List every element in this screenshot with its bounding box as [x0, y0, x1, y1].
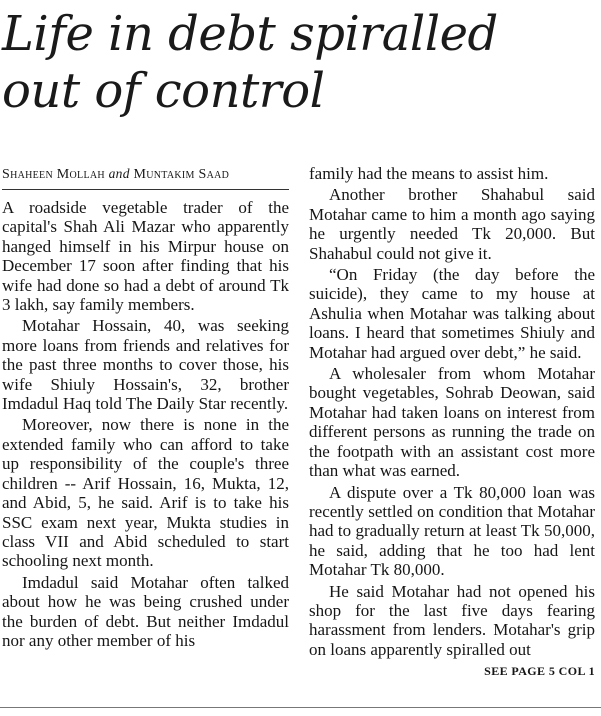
paragraph: A wholesaler from whom Motahar bought vegetables, Sohrab Deowan, said Motahar had taken loans on interest from different persons as running the trade on the footpath with an assistant cost more than what was earned. — [309, 364, 595, 481]
headline-line-2: out of control — [2, 63, 325, 119]
byline-author-1: Shaheen Mollah — [2, 167, 105, 182]
article-column-left — [2, 164, 289, 650]
headline-line-1: Life in debt spiralled — [2, 6, 498, 62]
byline-divider — [2, 189, 289, 190]
byline — [2, 164, 289, 184]
article-column-right — [309, 164, 595, 682]
byline-connector: and — [108, 166, 130, 181]
paragraph: He said Motahar had not opened his shop for the last five days fearing harassment from lenders. Motahar's grip on loans apparently spiralled out — [309, 581, 595, 659]
byline-author-2: Muntakim Saad — [133, 167, 230, 182]
paragraph: “On Friday (the day before the suicide), they came to my house at Ashulia when Motahar was talking about loans. I heard that sometimes Shiuly and Motahar had argued over debt,” he said. — [309, 265, 595, 362]
bottom-divider — [0, 707, 601, 708]
continuation-jump-line: SEE PAGE 5 COL 1 — [484, 664, 595, 679]
paragraph: A roadside vegetable trader of the capital's Shah Ali Mazar who apparently hanged himself in his Mirpur house on December 17 soon after finding that his wife had done so had a debt of around Tk 3 lakh, say family members. — [2, 198, 289, 315]
paragraph: Another brother Shahabul said Motahar came to him a month ago saying he urgently needed Tk 20,000. But Shahabul could not give it. — [309, 185, 595, 263]
paragraph: Moreover, now there is none in the extended family who can afford to take up responsibility of the couple's three children -- Arif Hossain, 16, Mukta, 12, and Abid, 5, he said. Arif is to take his SSC exam next year, Mukta studies in class VII and Abid scheduled to start schooling next month. — [2, 415, 289, 571]
headline — [2, 6, 597, 120]
paragraph: Motahar Hossain, 40, was seeking more loans from friends and relatives for the past three months to cover those, his wife Shiuly Hossain's, 32, brother Imdadul Haq told The Daily Star recently. — [2, 316, 289, 414]
paragraph: A dispute over a Tk 80,000 loan was recently settled on condition that Motahar had to gradually return at least Tk 50,000, he said, adding that he too had lent Motahar Tk 80,000. — [309, 482, 595, 580]
paragraph: family had the means to assist him. — [309, 164, 549, 183]
paragraph: Imdadul said Motahar often talked about how he was being crushed under the burden of debt. But neither Imdadul nor any other member of his — [2, 572, 289, 650]
